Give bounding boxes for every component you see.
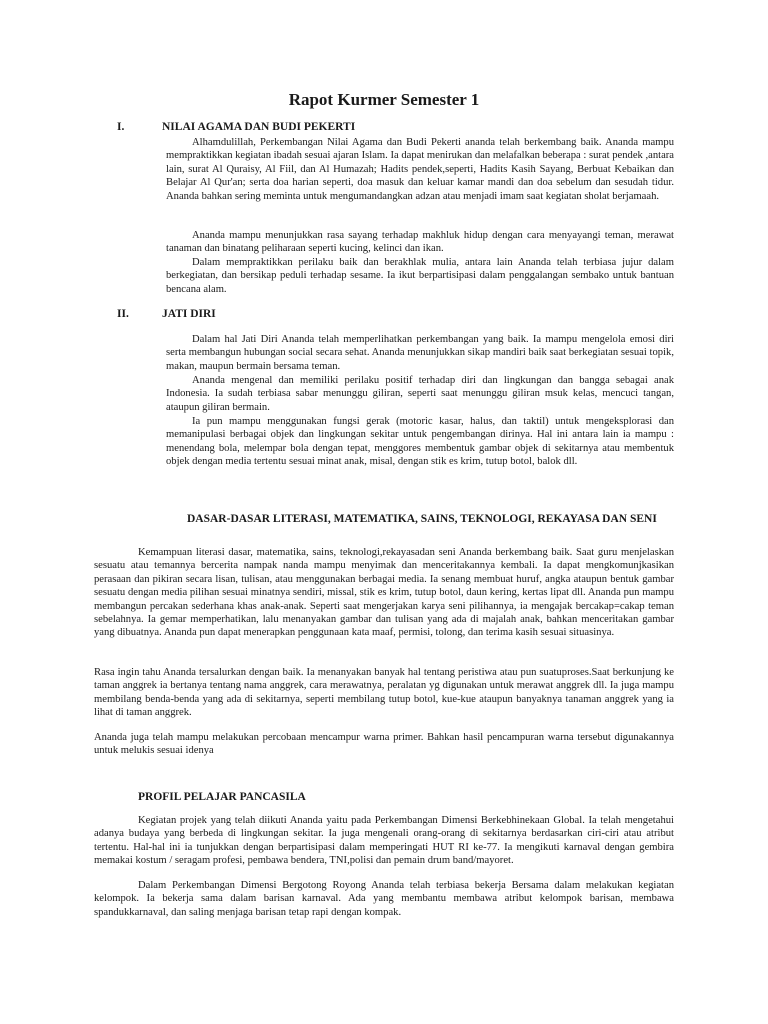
paragraph: Ananda mampu menunjukkan rasa sayang terhadap makhluk hidup dengan cara menyayangi teman, merawat tanaman dan binatang peliharaan seperti kucing, kelinci dan ikan. (166, 230, 674, 255)
paragraph: Dalam mempraktikkan perilaku baik dan berakhlak mulia, antara lain Ananda telah terbiasa jujur dalam berkegiatan, dan bersikap peduli terhadap sesame. Ia ikut berpartisipasi dalam penggalangan sembako untuk bantuan bencana alam. (166, 257, 674, 295)
paragraph: Dalam Perkembangan Dimensi Bergotong Royong Ananda telah terbiasa bekerja Bersama dalam melakukan kegiatan kelompok. Ia bekerja sama dalam barisan karnaval. Ada yang membantu membawa atribut kelompok barisan, membawa spandukkarnaval, dan saling menjaga barisan tetap rapi dengan kompak. (94, 880, 674, 918)
paragraph: Dalam hal Jati Diri Ananda telah memperlihatkan perkembangan yang baik. Ia mampu mengelola emosi diri serta membangun hubungan social secara sehat. Ananda menunjukkan sikap mandiri baik saat berkegiatan sesuai topik, makan, maupun bermain bersama teman. (166, 334, 674, 372)
paragraph: Rasa ingin tahu Ananda tersalurkan dengan baik. Ia menanyakan banyak hal tentang peristiwa atau pun suatuproses.Saat berkunjung ke taman anggrek ia bertanya tentang nama anggrek, cara merawatnya, peralatan yg digunakan untuk merawat anggrek dll. Ia juga mampu membilang benda-benda yang ada di sekitarnya, seperti membilang tutup botol, kue-kue ataupun banyaknya tanaman anggrek yang ia lihat di taman anggrek. (94, 667, 674, 719)
section-heading: PROFIL PELAJAR PANCASILA (138, 791, 306, 803)
paragraph: Kemampuan literasi dasar, matematika, sains, teknologi,rekayasadan seni Ananda berkembang baik. Saat guru menjelaskan sesuatu atau temannya bercerita nampak nanda mampu menyimak dan menceritakannya kembali. Ia dapat mengkomunjkasikan perasaan dan pikiran secara lisan, tulisan, atau menggunakan berbagai media. Ia senang membuat huruf, angka ataupun bentuk gambar sesuatu dengan media pilihan sesuai minatnya sendiri, missal, stik es krim, tutup botol, daun kering, kertas lipat dll. Ananda pun mampu membangun percakan sederhana khas anak-anak. Seperti saat mengerjakan karya seni pilihannya, ia mengajak bercakap=cakap teman sebelahnya. Ia gemar memperhatikan, lalu menanyakan gambar dan tulisan yang ada di majalah anak, bahkan menceritakan gambar yang dibuatnya. Ananda pun dapat menerapkan penggunaan kata maaf, permisi, tolong, dan terima kasih sesuai situasinya. (94, 547, 674, 639)
section-heading: NILAI AGAMA DAN BUDI PEKERTI (162, 121, 356, 133)
paragraph: Alhamdulillah, Perkembangan Nilai Agama dan Budi Pekerti ananda telah berkembang baik. Ananda mampu mempraktikkan kegiatan ibadah sesuai ajaran Islam. Ia dapat menirukan dan melafalkan beberapa : surat pendek ,antara lain, surat Al Quraisy, Al Fiil, dan Al Humazah; Hadits pendek,seperti, Hadits Kasih Sayang, Berbuat Kebaikan dan Belajar Al Qur'an; serta doa harian seperti, doa masuk dan keluar kamar mandi dan doa sebelum dan sesudah tidur. Ananda bahkan sering meminta untuk mengumandangkan adzan atau menjadi imam saat kegiatan sholat berjamaah. (166, 137, 674, 202)
section-heading: JATI DIRI (162, 308, 216, 320)
section-number: I. (117, 121, 125, 133)
paragraph: Kegiatan projek yang telah diikuti Ananda yaitu pada Perkembangan Dimensi Berkebhinekaan Global. Ia telah mengetahui adanya budaya yang berbeda di lingkungan sekitar. Ia juga mengenali orang-orang di sekitarnya berdasarkan ciri-ciri atau atribut tertentu. Hal-hal ini ia tunjukkan dengan berpartisipasi dalam memperingati HUT RI ke-77. Ia mengikuti karnaval dengan gembira memakai kostum / seragam profesi, pembawa bendera, TNI,polisi dan pemain drum band/mayoret. (94, 815, 674, 867)
section-heading: DASAR-DASAR LITERASI, MATEMATIKA, SAINS, TEKNOLOGI, REKAYASA DAN SENI (187, 513, 657, 525)
paragraph: Ananda juga telah mampu melakukan percobaan mencampur warna primer. Bahkan hasil pencampuran warna tersebut digunakannya untuk melukis sesuai idenya (94, 732, 674, 757)
document-title: Rapot Kurmer Semester 1 (288, 90, 480, 109)
paragraph: Ananda mengenal dan memiliki perilaku positif terhadap diri dan lingkungan dan bangga sebagai anak Indonesia. Ia sudah terbiasa sabar menunggu giliran, seperti saat menunggu giliran msuk kelas, mencuci tangan, ataupun giliran bermain. (166, 375, 674, 413)
paragraph: Ia pun mampu menggunakan fungsi gerak (motoric kasar, halus, dan taktil) untuk mengeksplorasi dan memanipulasi berbagai objek dan lingkungan sekitar untuk pengembangan dirinya. Hal ini antara lain ia mampu : menendang bola, melempar bola dengan tepat, menggores membentuk gambar objek di sekitarnya atau membentuk objek dengan media tertentu sesuai minat anak, misal, dengan stik es krim, tutup botol, balok dll. (166, 416, 674, 468)
section-number: II. (117, 308, 129, 320)
